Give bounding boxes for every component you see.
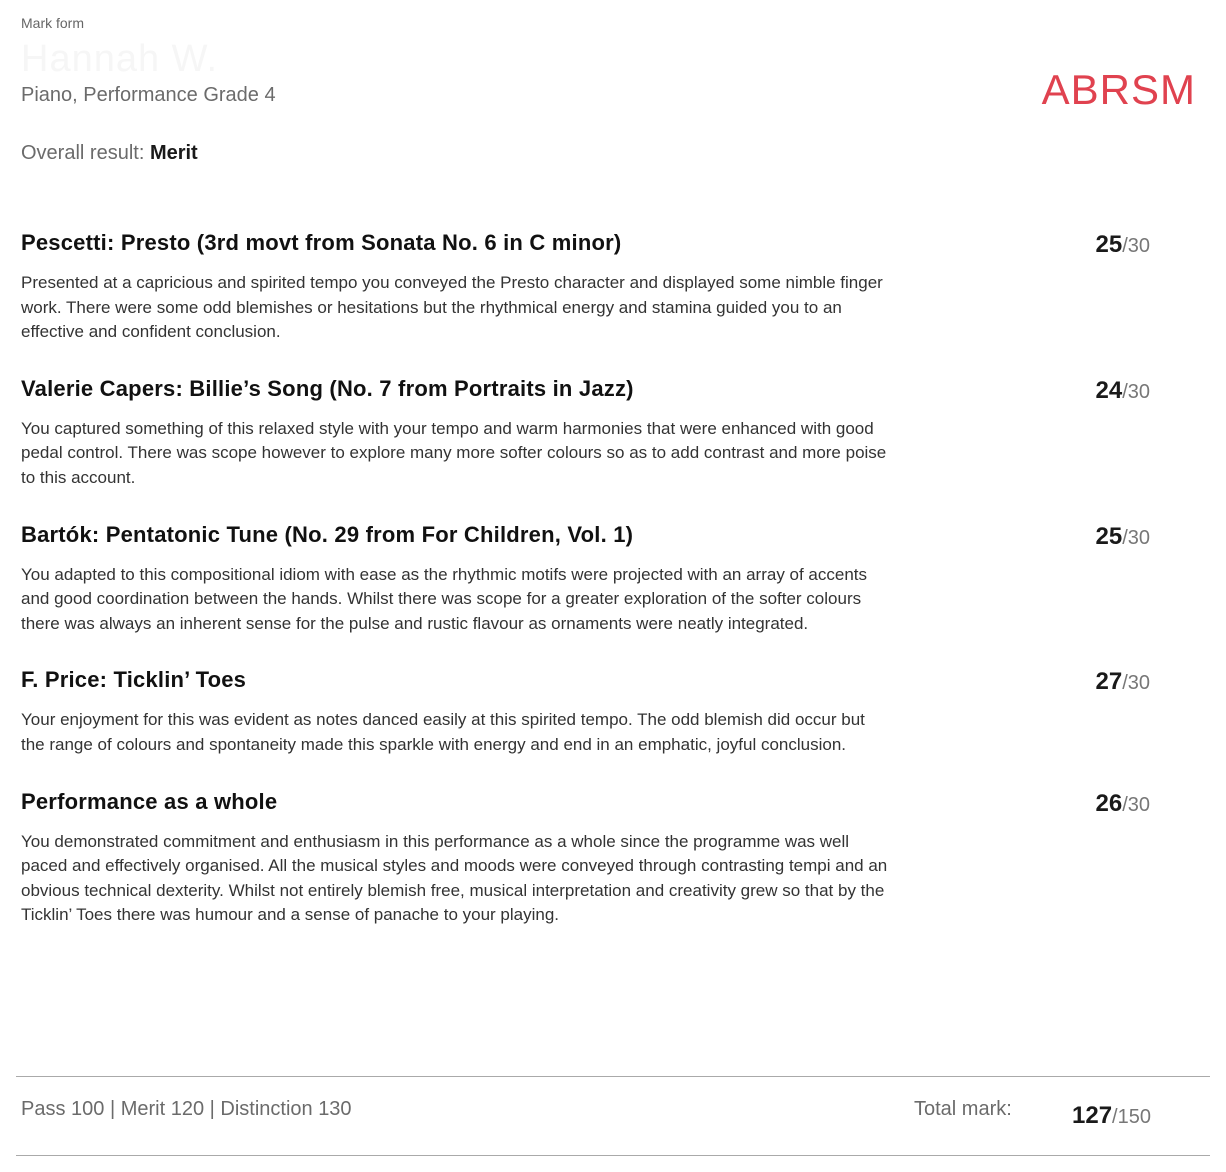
footer-divider-bottom: [16, 1155, 1210, 1156]
piece-max: 30: [1127, 235, 1150, 257]
piece-title: Performance as a whole: [21, 788, 278, 814]
piece-comment: You demonstrated commitment and enthusiasm in this performance as a whole since the programme was well paced and effectively organised. All the musical styles and moods were conveyed through contrasting tempi and an obvious technical dexterity. Whilst not entirely blemish free, musical interpretation and creativity grew so that by the Ticklin’ Toes there was humour and a sense of panache to your playing.: [21, 831, 888, 925]
footer-divider-top: [16, 1076, 1210, 1077]
piece-score: 25: [1095, 522, 1123, 550]
assessment-list: [21, 228, 1206, 957]
piece-comment: You captured something of this relaxed style with your tempo and warm harmonies that were enhanced with good pedal control. There was scope however to explore many more softer colours so as to add contrast and more poise to this account.: [21, 418, 887, 487]
abrsm-logo: ABRSM: [1041, 66, 1196, 113]
piece-max: 30: [1127, 526, 1150, 549]
piece-title: Bartók: Pentatonic Tune (No. 29 from For Children, Vol. 1): [21, 521, 634, 547]
piece-comment: Presented at a capricious and spirited tempo you conveyed the Presto character and displayed some nimble finger work. There were some odd blemishes or hesitations but the rhythmical energy and stamina guided you to an effective and confident conclusion.: [21, 273, 883, 342]
overall-result-label: Overall result:: [21, 142, 145, 164]
overall-result: [21, 142, 198, 165]
candidate-name: Hannah W.: [21, 38, 218, 80]
piece-score: 27: [1095, 668, 1123, 696]
total-max: 150: [1117, 1106, 1151, 1128]
piece-comment: Your enjoyment for this was evident as notes danced easily at this spirited tempo. The odd blemish did occur but the range of colours and spontaneity made this sparkle with energy and end in an emphatic, joyful conclusion.: [21, 710, 865, 754]
total-mark-label: Total mark:: [914, 1098, 1012, 1120]
piece-mark: 24/30: [1095, 376, 1150, 404]
overall-result-value: Merit: [149, 142, 198, 164]
piece-score: 26: [1095, 789, 1123, 817]
piece-title: Pescetti: Presto (3rd movt from Sonata No. 6 in C minor): [21, 230, 622, 255]
subject-line: Piano, Performance Grade 4: [21, 84, 276, 106]
piece-score: 25: [1095, 231, 1123, 258]
piece-score: 24: [1095, 376, 1123, 404]
total-mark: 127/150: [1072, 1102, 1151, 1129]
piece-comment: You adapted to this compositional idiom with ease as the rhythmic motifs were projected with an array of accents and good coordination between the hands. Whilst there was scope for a greater exploration of the softer colours there was always an inherent sense for the pulse and rustic flavour as ornaments were neatly integrated.: [21, 564, 868, 633]
total-score: 127: [1072, 1102, 1113, 1129]
piece-max: 30: [1127, 672, 1150, 695]
assessment-item: [21, 787, 1206, 928]
piece-mark: 25/30: [1095, 231, 1150, 258]
assessment-item: [21, 374, 1206, 491]
piece-mark: 25/30: [1095, 522, 1150, 550]
piece-mark: 26/30: [1095, 789, 1150, 817]
piece-mark: 27/30: [1095, 668, 1150, 696]
piece-max: 30: [1127, 793, 1150, 816]
assessment-item: [21, 665, 1206, 757]
piece-title: Valerie Capers: Billie’s Song (No. 7 from Portraits in Jazz): [21, 375, 634, 401]
assessment-item: [21, 520, 1206, 637]
piece-title: F. Price: Ticklin’ Toes: [21, 667, 247, 693]
document-label: Mark form: [21, 15, 84, 31]
piece-max: 30: [1127, 380, 1150, 403]
mark-boundaries: Pass 100 | Merit 120 | Distinction 130: [21, 1098, 352, 1120]
assessment-item: [21, 228, 1206, 345]
